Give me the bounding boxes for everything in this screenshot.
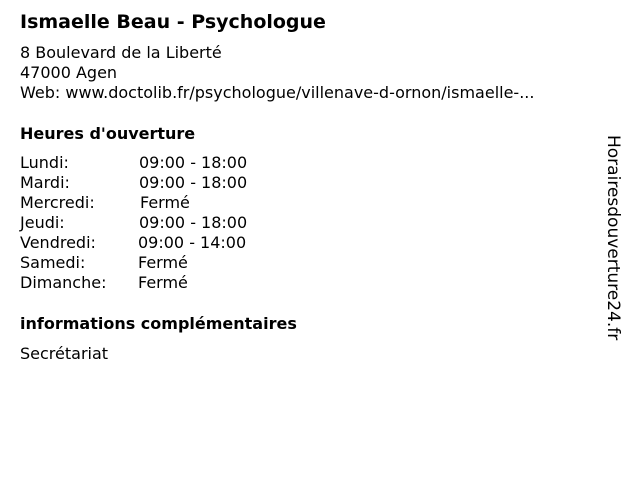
day-label: Samedi: bbox=[20, 253, 86, 272]
city-postal: 47000 Agen bbox=[20, 63, 118, 82]
website-line[interactable]: Web: www.doctolib.fr/psychologue/villenave-d-ornon/ismaelle-... bbox=[20, 83, 535, 102]
time-value: 09:00 - 18:00 bbox=[139, 173, 248, 192]
street-address: 8 Boulevard de la Liberté bbox=[20, 43, 222, 62]
day-label: Lundi: bbox=[20, 153, 69, 172]
day-label: Mardi: bbox=[20, 173, 70, 192]
time-value: 09:00 - 18:00 bbox=[139, 213, 248, 232]
additional-info-text: Secrétariat bbox=[20, 344, 109, 363]
day-label: Jeudi: bbox=[20, 213, 65, 232]
time-value: 09:00 - 18:00 bbox=[139, 153, 248, 172]
address-block bbox=[20, 43, 534, 103]
time-value: 09:00 - 14:00 bbox=[138, 233, 247, 252]
opening-hours-heading: Heures d'ouverture bbox=[20, 124, 196, 143]
time-value: Fermé bbox=[138, 273, 188, 292]
watermark-text: Horairesdouverture24.fr bbox=[603, 135, 623, 341]
page-title: Ismaelle Beau - Psychologue bbox=[20, 11, 326, 33]
time-value: Fermé bbox=[138, 253, 188, 272]
time-value: Fermé bbox=[140, 193, 190, 212]
day-label: Mercredi: bbox=[20, 193, 95, 212]
day-label: Dimanche: bbox=[20, 273, 107, 292]
additional-info-heading: informations complémentaires bbox=[20, 314, 297, 333]
day-label: Vendredi: bbox=[20, 233, 96, 252]
